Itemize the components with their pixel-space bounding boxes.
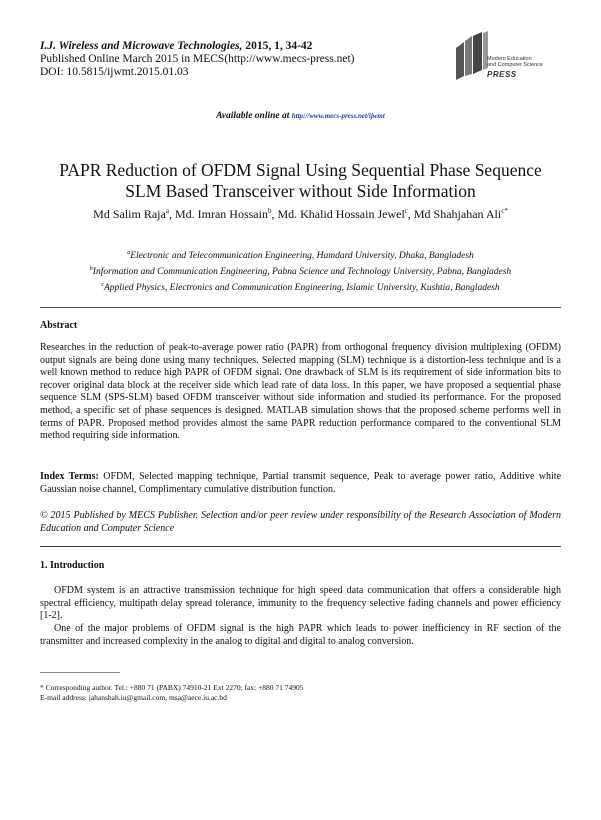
logo-press: PRESS <box>487 70 517 79</box>
copyright-notice: © 2015 Published by MECS Publisher. Selection and/or peer review under responsibility of the Research Association of Modern Education and Computer Science <box>40 510 561 534</box>
divider <box>40 546 561 547</box>
author-sup: b <box>267 207 272 215</box>
author-sep: , <box>407 207 414 221</box>
index-terms-text: OFDM, Selected mapping technique, Partial transmit sequence, Peak to average power ratio, Additive white Gaussian noise channel, Complimentary cumulative distribution function. <box>40 471 562 495</box>
index-terms-label: Index Terms: <box>40 471 99 482</box>
journal-title-line <box>40 40 355 53</box>
journal-header <box>40 40 355 79</box>
logo-line-1: Modern Education <box>487 56 532 62</box>
author-name: Md. Khalid Hossain Jewel <box>277 207 405 221</box>
affiliation-text: Applied Physics, Electronics and Communication Engineering, Islamic University, Kushtia, Bangladesh <box>103 283 500 294</box>
footnote-rule <box>40 672 120 673</box>
affiliation-sup: a <box>127 250 131 256</box>
abstract-text: Researches in the reduction of peak-to-average power ratio (PAPR) from orthogonal frequency division multiplexing (OFDM) output signals are being done using many techniques. Selected mapping (SLM) technique is a distortion-less technique and is a well known method to reduce high PAPR of OFDM signal. One drawback of SLM is its requirement of side information bits to recover original data block at the receiver side which lead rate of data loss. In this paper, we have proposed a sequential phase sequence SLM (SPS-SLM) based OFDM transceiver without side information and studied its performance. For the proposed method, a specific set of phase sequences is designed. MATLAB simulation shows that the proposed scheme performs well in terms of PAPR. Proposed method provides almost the same PAPR reduction performance compared to the conventional SLM method requiring side information. <box>40 342 561 442</box>
logo-line-2: and Computer Science <box>487 62 543 68</box>
affiliations <box>40 247 561 295</box>
available-label: Available online at <box>216 111 292 121</box>
footnote-line-1: * Corresponding author. Tel.: +880 71 (PABX) 74910-21 Ext 2270; fax: +880 71 74905 <box>40 683 304 692</box>
author-list <box>40 207 561 222</box>
author-sup: c <box>404 207 408 215</box>
intro-paragraph-2: One of the major problems of OFDM signal is the high PAPR which leads to power inefficiency in RF section of the transmitter and increased complexity in the analog to digital and digital to analog conversion. <box>40 623 561 647</box>
author-sup: a <box>165 207 169 215</box>
journal-issue: 2015, 1, 34-42 <box>242 40 313 52</box>
affiliation-c <box>40 279 561 295</box>
affiliation-b <box>40 263 561 279</box>
logo-text <box>487 56 543 68</box>
author-sep: , <box>168 207 175 221</box>
title-line-2: SLM Based Transceiver without Side Information <box>125 181 476 201</box>
journal-url-link[interactable]: http://www.mecs-press.net/ijwmt <box>291 112 385 120</box>
author-sep: , <box>271 207 278 221</box>
author-sup: c* <box>501 207 508 215</box>
paper-title <box>40 160 561 202</box>
affiliation-sup: c <box>101 282 104 289</box>
index-terms <box>40 471 561 496</box>
author-name: Md Shahjahan Ali <box>413 207 502 221</box>
intro-paragraph-1: OFDM system is an attractive transmission technique for high speed data communication that offers a considerable high spectral efficiency, multipath delay spread tolerance, immunity to the frequency selective fading channels and power efficiency [1-2]. <box>40 585 561 622</box>
published-line: Published Online March 2015 in MECS(http://www.mecs-press.net) <box>40 53 355 65</box>
author-name: Md Salim Raja <box>93 207 166 221</box>
abstract-heading: Abstract <box>40 320 78 331</box>
affiliation-text: Information and Communication Engineering, Pabna Science and Technology University, Pabna, Bangladesh <box>92 267 512 278</box>
publisher-logo <box>452 26 564 86</box>
available-online <box>0 111 601 121</box>
affiliation-text: Electronic and Telecommunication Engineering, Hamdard University, Dhaka, Bangladesh <box>130 251 474 262</box>
affiliation-a <box>40 247 561 263</box>
doi-line: DOI: 10.5815/ijwmt.2015.01.03 <box>40 66 189 78</box>
affiliation-sup: b <box>89 266 93 273</box>
footnote-line-2: E-mail address: jahanshah.iu@gmail.com, msa@aece.iu.ac.bd <box>40 693 227 702</box>
footnote <box>40 683 561 703</box>
journal-title: I.J. Wireless and Microwave Technologies, <box>40 40 243 52</box>
book-stack-icon <box>452 30 492 82</box>
author-name: Md. Imran Hossain <box>174 207 268 221</box>
title-line-1: PAPR Reduction of OFDM Signal Using Sequential Phase Sequence <box>59 160 542 180</box>
divider <box>40 307 561 308</box>
intro-heading: 1. Introduction <box>40 560 105 571</box>
